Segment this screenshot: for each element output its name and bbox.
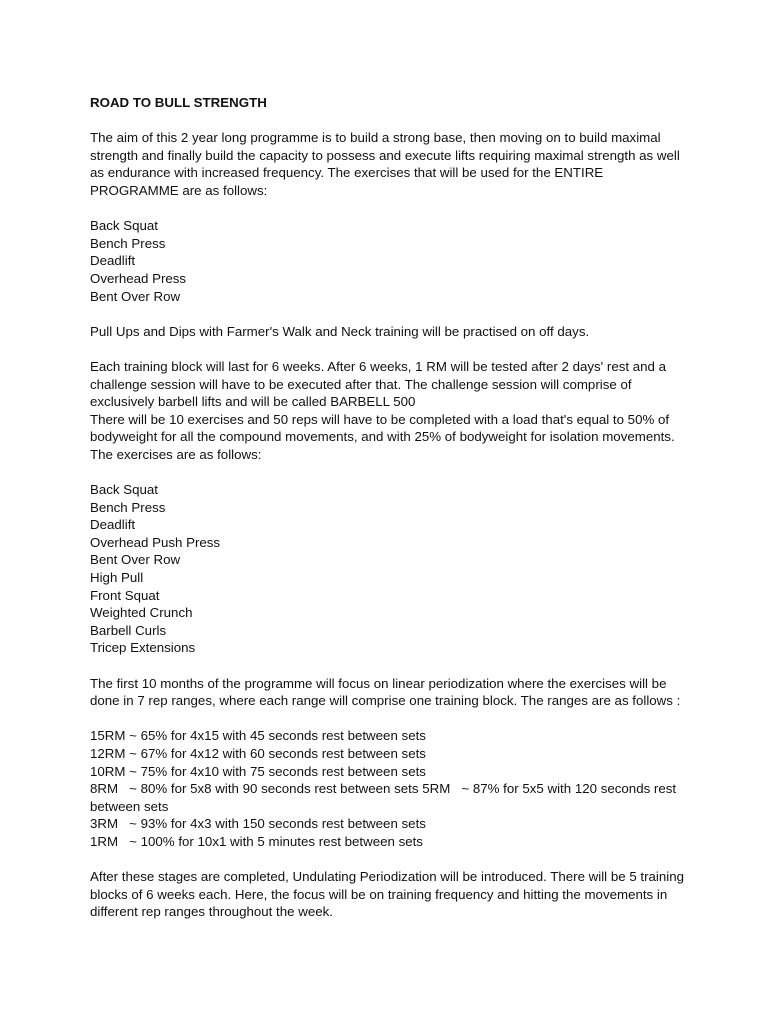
rep-range-list: [90, 727, 690, 850]
list-item: Overhead Press: [90, 270, 187, 286]
list-item: High Pull: [90, 570, 144, 586]
off-days-paragraph: Pull Ups and Dips with Farmer's Walk and Neck training will be practised on off days.: [90, 323, 590, 339]
intro-paragraph: The aim of this 2 year long programme is to build a strong base, then moving on to build maximal strength and finally build the capacity to possess and execute lifts requiring maximal strength as well as endurance with increased frequency. The exercises that will be used for the ENTIRE PROGRAMME are as follows:: [90, 130, 680, 198]
challenge-exercise-list: [90, 481, 690, 657]
list-item: Deadlift: [90, 517, 136, 533]
list-item: Bench Press: [90, 235, 166, 251]
rep-range-item: 12RM ~ 67% for 4x12 with 60 seconds rest between sets: [90, 745, 426, 761]
list-item: Bent Over Row: [90, 288, 181, 304]
rep-range-item: 8RM ~ 80% for 5x8 with 90 seconds rest between sets 5RM ~ 87% for 5x5 with 120 seconds rest between sets: [90, 781, 680, 814]
list-item: Back Squat: [90, 218, 159, 234]
undulating-periodization-paragraph: After these stages are completed, Undulating Periodization will be introduced. There will be 5 training blocks of 6 weeks each. Here, the focus will be on training frequency and hitting the movements in different rep ranges throughout the week.: [90, 869, 685, 920]
rep-range-item: 3RM ~ 93% for 4x3 with 150 seconds rest between sets: [90, 816, 426, 832]
list-item: Back Squat: [90, 482, 159, 498]
rep-range-item: 1RM ~ 100% for 10x1 with 5 minutes rest between sets: [90, 833, 423, 849]
list-item: Barbell Curls: [90, 622, 167, 638]
document-title: ROAD TO BULL STRENGTH: [90, 95, 267, 110]
document-page: [90, 94, 690, 939]
list-item: Bent Over Row: [90, 552, 181, 568]
main-exercise-list: [90, 217, 690, 305]
list-item: Deadlift: [90, 253, 136, 269]
list-item: Overhead Push Press: [90, 534, 221, 550]
challenge-info-paragraph: There will be 10 exercises and 50 reps will have to be completed with a load that's equal to 50% of bodyweight for all the compound movements, and with 25% of bodyweight for isolation movements. The exercises are as follows:: [90, 411, 675, 462]
rep-range-item: 15RM ~ 65% for 4x15 with 45 seconds rest between sets: [90, 728, 426, 744]
list-item: Weighted Crunch: [90, 605, 193, 621]
linear-periodization-paragraph: The first 10 months of the programme will focus on linear periodization where the exercises will be done in 7 rep ranges, where each range will comprise one training block. The ranges are as follows :: [90, 675, 681, 709]
rep-range-item: 10RM ~ 75% for 4x10 with 75 seconds rest between sets: [90, 763, 426, 779]
list-item: Tricep Extensions: [90, 640, 196, 656]
list-item: Front Squat: [90, 587, 160, 603]
block-info-paragraph: Each training block will last for 6 weeks. After 6 weeks, 1 RM will be tested after 2 days' rest and a challenge session will have to be executed after that. The challenge session will comprise of exclusively barbell lifts and will be called BARBELL 500: [90, 358, 667, 410]
list-item: Bench Press: [90, 499, 166, 515]
